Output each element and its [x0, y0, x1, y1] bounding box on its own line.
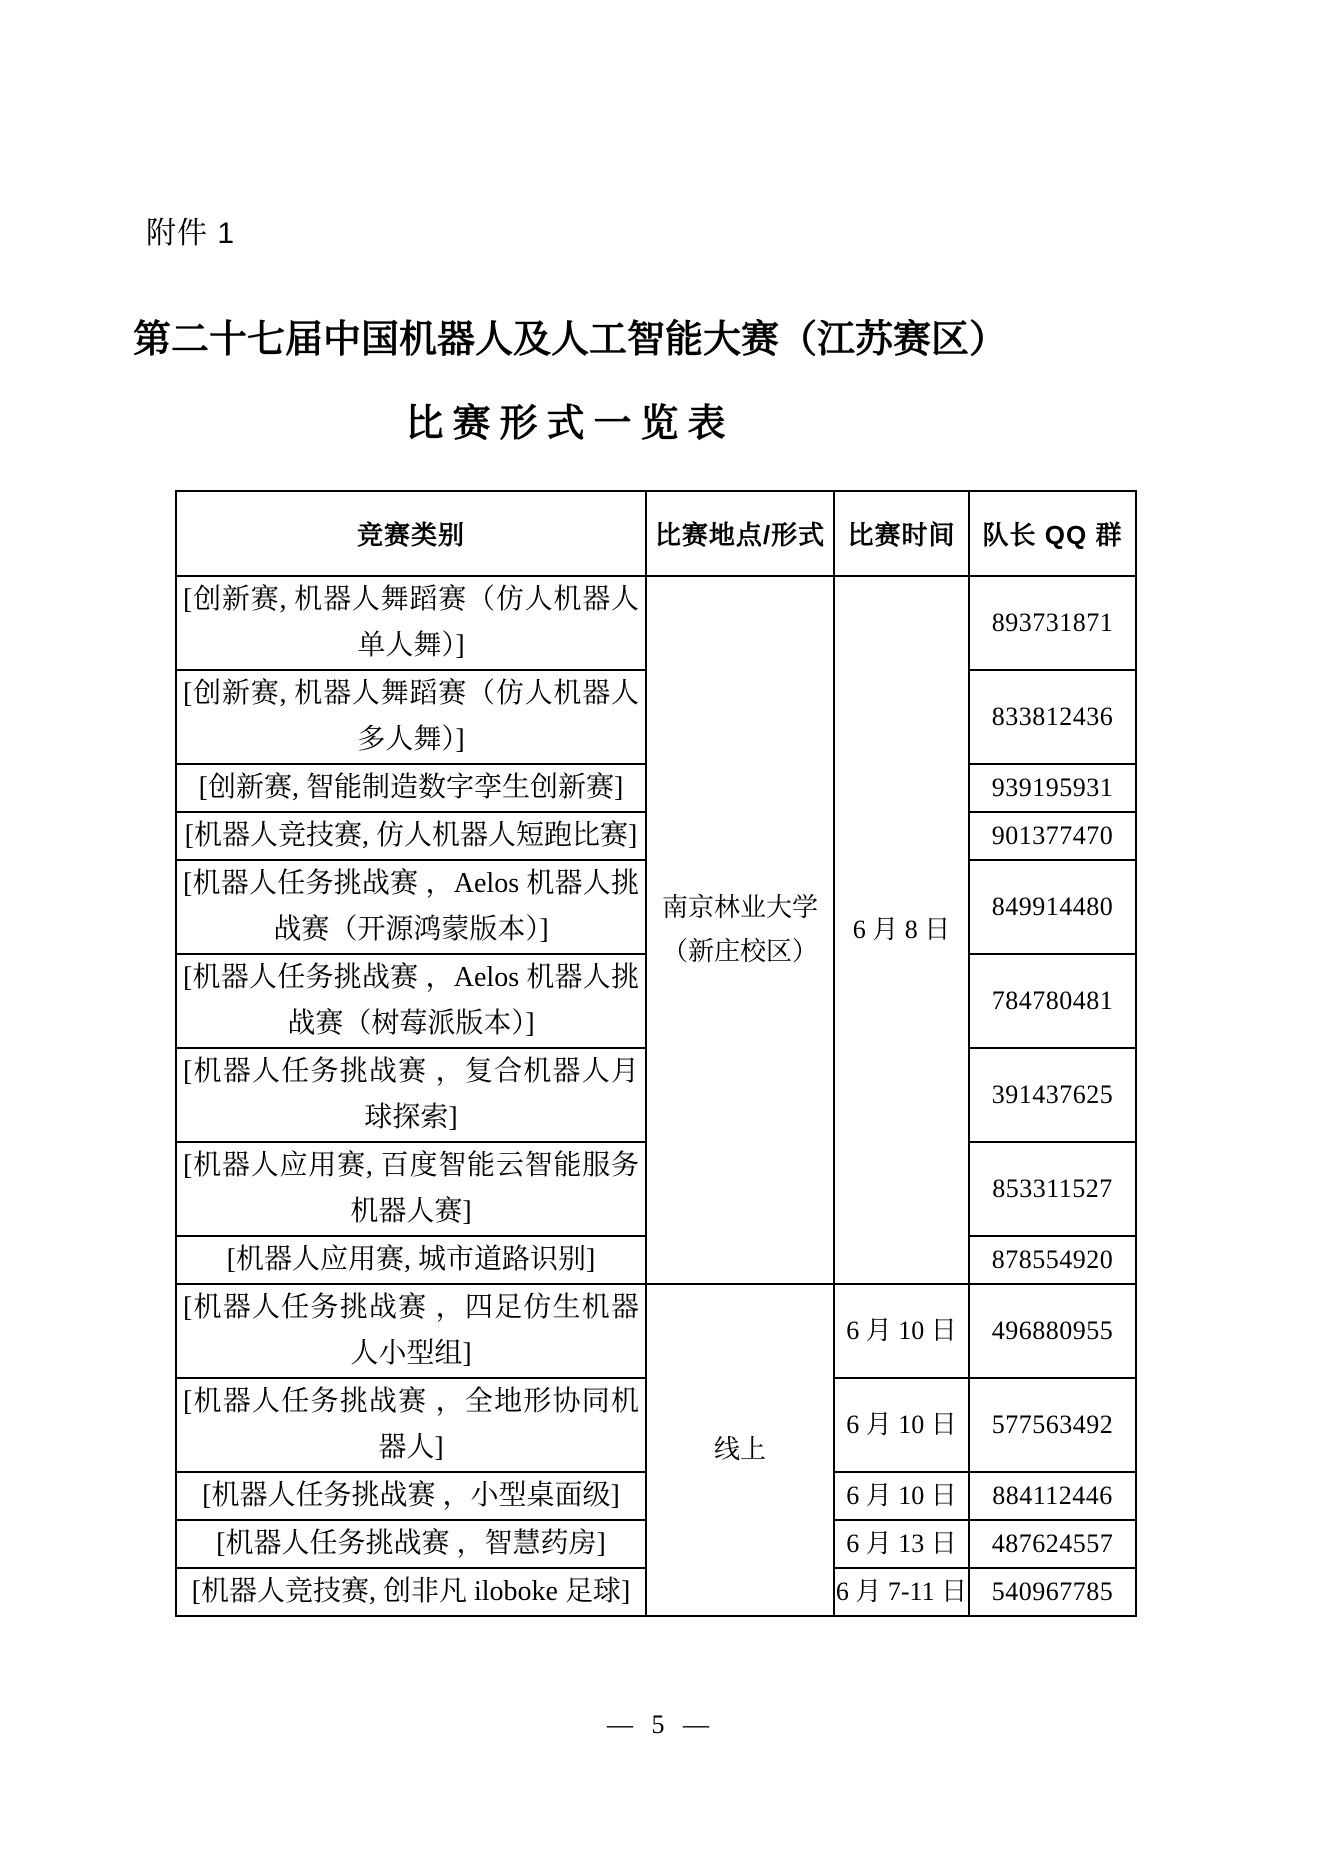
header-category: 竞赛类别: [176, 491, 646, 576]
qq-cell: 893731871: [969, 576, 1136, 670]
category-cell: [机器人任务挑战赛 ，全地形协同机器人]: [176, 1378, 646, 1472]
time-cell: 6 月 10 日: [834, 1472, 969, 1520]
qq-cell: 784780481: [969, 954, 1136, 1048]
qq-cell: 849914480: [969, 860, 1136, 954]
location-cell-online: 线上: [646, 1284, 834, 1616]
qq-cell: 878554920: [969, 1236, 1136, 1284]
qq-cell: 853311527: [969, 1142, 1136, 1236]
qq-cell: 487624557: [969, 1520, 1136, 1568]
competition-table: [175, 490, 1137, 1617]
qq-cell: 901377470: [969, 812, 1136, 860]
category-cell: [机器人任务挑战赛 ，四足仿生机器人小型组]: [176, 1284, 646, 1378]
location-line1: 南京林业大学: [661, 893, 818, 922]
document-title-line2: 比赛形式一览表: [405, 403, 735, 445]
category-cell: [机器人竞技赛, 仿人机器人短跑比赛]: [176, 812, 646, 860]
header-time: 比赛时间: [834, 491, 969, 576]
category-cell: [机器人任务挑战赛 ，智慧药房]: [176, 1520, 646, 1568]
category-cell: [机器人应用赛, 城市道路识别]: [176, 1236, 646, 1284]
time-cell: 6 月 10 日: [834, 1284, 969, 1378]
category-cell: [创新赛, 智能制造数字孪生创新赛]: [176, 764, 646, 812]
qq-cell: 833812436: [969, 670, 1136, 764]
qq-cell: 939195931: [969, 764, 1136, 812]
time-cell: 6 月 7-11 日: [834, 1568, 969, 1616]
qq-cell: 884112446: [969, 1472, 1136, 1520]
qq-cell: 540967785: [969, 1568, 1136, 1616]
time-cell: 6 月 10 日: [834, 1378, 969, 1472]
time-cell-section1: 6 月 8 日: [834, 576, 969, 1284]
category-cell: [机器人任务挑战赛 ，复合机器人月球探索]: [176, 1048, 646, 1142]
table-row: [176, 1284, 1136, 1378]
location-cell-nanjing: [646, 576, 834, 1284]
location-line2: （新庄校区）: [661, 937, 818, 966]
header-qq-group: 队长 QQ 群: [969, 491, 1136, 576]
attachment-label: 附件 1: [146, 217, 236, 250]
qq-cell: 496880955: [969, 1284, 1136, 1378]
table-row: [176, 576, 1136, 670]
document-title: [0, 298, 1140, 466]
table-header-row: [176, 491, 1136, 576]
category-cell: [机器人竞技赛, 创非凡 iloboke 足球]: [176, 1568, 646, 1616]
time-cell: 6 月 13 日: [834, 1520, 969, 1568]
category-cell: [机器人应用赛, 百度智能云智能服务机器人赛]: [176, 1142, 646, 1236]
page-number: — 5 —: [607, 1710, 715, 1739]
category-cell: [机器人任务挑战赛 ，Aelos 机器人挑战赛（树莓派版本）]: [176, 954, 646, 1048]
category-cell: [创新赛, 机器人舞蹈赛（仿人机器人单人舞）]: [176, 576, 646, 670]
qq-cell: 391437625: [969, 1048, 1136, 1142]
category-cell: [机器人任务挑战赛 ，小型桌面级]: [176, 1472, 646, 1520]
document-title-line1: 第二十七届中国机器人及人工智能大赛（江苏赛区）: [132, 319, 1007, 361]
qq-cell: 577563492: [969, 1378, 1136, 1472]
category-cell: [机器人任务挑战赛 ，Aelos 机器人挑战赛（开源鸿蒙版本）]: [176, 860, 646, 954]
category-cell: [创新赛, 机器人舞蹈赛（仿人机器人多人舞）]: [176, 670, 646, 764]
header-location: 比赛地点/形式: [646, 491, 834, 576]
